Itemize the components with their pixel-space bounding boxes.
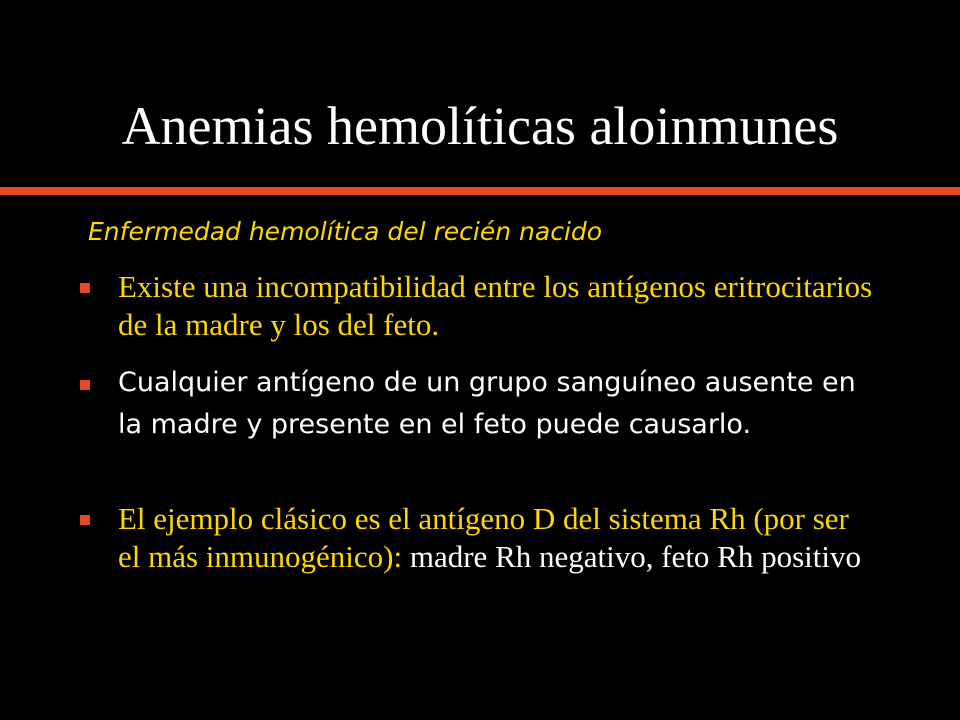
bullet-text-1: Existe una incompatibilidad entre los antígenos eritrocitarios de la madre y los del feto. xyxy=(118,269,873,342)
bullet-text-3 xyxy=(118,500,878,576)
square-bullet-icon xyxy=(80,380,90,390)
slide-title: Anemias hemolíticas aloinmunes xyxy=(121,96,839,156)
bullet-text-3-highlight: El ejemplo clásico es el antígeno D del sistema Rh (por ser el más inmunogénico): xyxy=(118,501,849,574)
slide-subtitle: Enfermedad hemolítica del recién nacido xyxy=(88,217,603,246)
bullet-text-2: Cualquier antígeno de un grupo sanguíneo ausente en la madre y presente en el feto puede causarlo. xyxy=(118,367,856,440)
square-bullet-icon xyxy=(80,283,90,293)
bullet-text-3-conclusion: madre Rh negativo, feto Rh positivo xyxy=(409,539,862,574)
title-divider xyxy=(0,187,960,195)
square-bullet-icon xyxy=(80,515,90,525)
